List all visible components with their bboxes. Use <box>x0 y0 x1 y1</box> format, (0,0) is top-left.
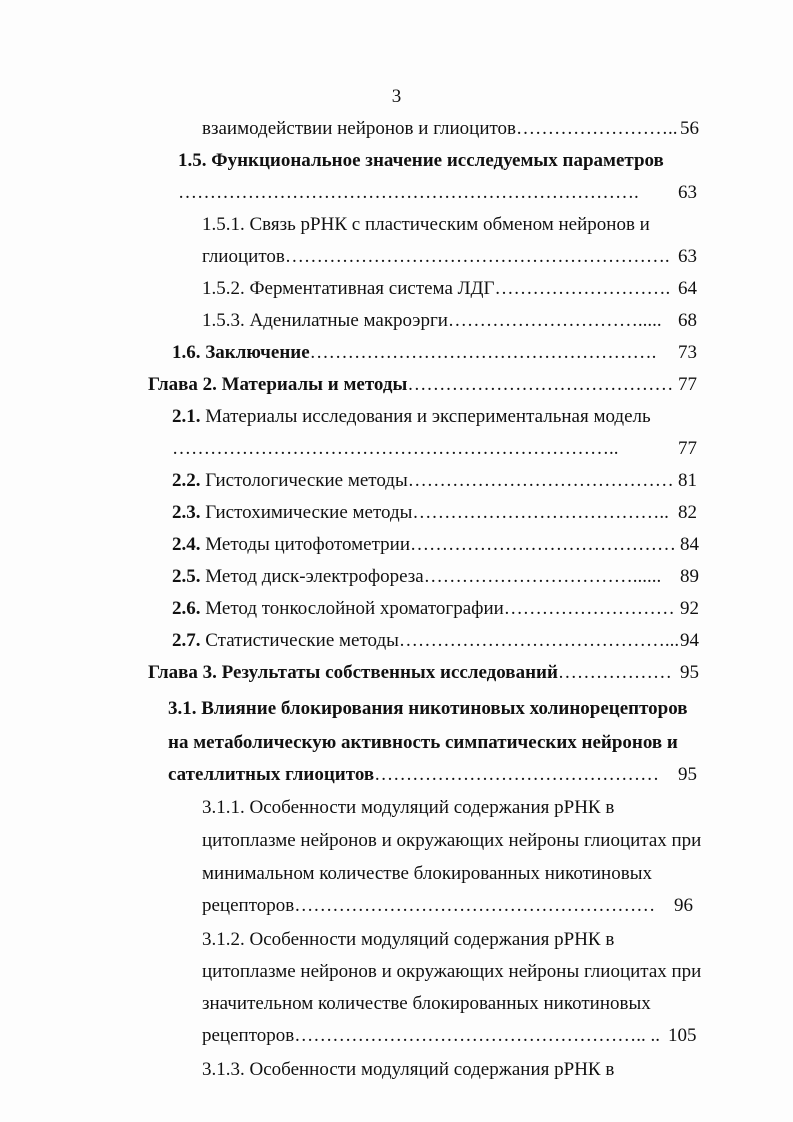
toc-line <box>202 960 701 984</box>
toc-line-text: Метод диск-электрофореза……………………………...... <box>200 566 662 587</box>
toc-line <box>148 661 672 685</box>
toc-line <box>202 1024 660 1048</box>
toc-line-text: 1.5.2. Ферментативная система ЛДГ………………………. <box>202 278 671 299</box>
toc-page-number: 95 <box>678 764 697 785</box>
toc-line-text: цитоплазме нейронов и окружающих нейроны глиоцитах при <box>202 830 702 851</box>
toc-line <box>202 829 701 853</box>
toc-line-text: Статистические методы……………………………………... <box>200 630 680 651</box>
toc-page-number: 96 <box>674 895 693 916</box>
toc-line <box>172 341 656 365</box>
toc-line-bold: 1.6. Заключение <box>172 342 310 363</box>
toc-line <box>148 373 673 397</box>
toc-line-text: ………………………………………………. <box>309 342 657 363</box>
toc-line <box>202 862 652 886</box>
toc-line-text: Гистохимические методы………………………………….. <box>200 502 669 523</box>
toc-page-number: 84 <box>680 534 699 555</box>
toc-line <box>172 437 619 461</box>
toc-line-text: ……………………………………… <box>374 764 660 785</box>
toc-line-bold: 2.4. <box>172 534 201 555</box>
toc-page-number: 89 <box>680 566 699 587</box>
toc-line-text: Гистологические методы…………………………………… <box>200 470 674 491</box>
toc-line-text: взаимодействии нейронов и глиоцитов…………………….. <box>202 118 678 139</box>
toc-line-text: ………………………………………………………………. <box>178 182 639 203</box>
toc-page-number: 92 <box>680 598 699 619</box>
toc-line <box>202 796 614 820</box>
toc-line-bold: 3.1. Влияние блокирования никотиновых холинорецепторов <box>168 698 688 719</box>
toc-line-bold: 2.6. <box>172 598 201 619</box>
toc-line <box>202 245 670 269</box>
toc-page-number: 81 <box>678 470 697 491</box>
toc-page-number: 82 <box>678 502 697 523</box>
toc-page-number: 64 <box>678 278 697 299</box>
toc-page-number: 73 <box>678 342 697 363</box>
toc-line-text: рецепторов………………………………………………… <box>202 895 656 916</box>
toc-page-number: 105 <box>668 1025 697 1046</box>
toc-line-text: 1.5.1. Связь рРНК с пластическим обменом нейронов и <box>202 214 650 235</box>
toc-line <box>178 181 639 205</box>
toc-line <box>172 597 675 621</box>
toc-line-bold: Глава 2. Материалы и методы <box>148 374 408 395</box>
toc-line-text: минимальном количестве блокированных никотиновых <box>202 863 652 884</box>
toc-page-number: 63 <box>678 246 697 267</box>
toc-line-text: Метод тонкослойной хроматографии……………………… <box>200 598 675 619</box>
toc-line <box>202 1058 614 1082</box>
toc-line-text: значительном количестве блокированных никотиновых <box>202 993 651 1014</box>
toc-line <box>202 277 670 301</box>
toc-line <box>172 533 676 557</box>
toc-line <box>202 309 662 333</box>
toc-line-text: …………………………………… <box>407 374 674 395</box>
toc-line-text: 1.5.3. Аденилатные макроэрги…………………………..... <box>202 310 662 331</box>
toc-page-number: 77 <box>678 438 697 459</box>
toc-line-bold: 2.1. <box>172 406 201 427</box>
toc-line-bold: 2.2. <box>172 470 201 491</box>
toc-page-number: 56 <box>680 118 699 139</box>
toc-line-text: цитоплазме нейронов и окружающих нейроны глиоцитах при <box>202 961 702 982</box>
toc-line-bold: 2.3. <box>172 502 201 523</box>
toc-heading <box>168 731 678 755</box>
toc-line-text: 3.1.3. Особенности модуляций содержания рРНК в <box>202 1059 615 1080</box>
toc-line-text: ……………… <box>557 662 672 683</box>
toc-line-bold: 2.7. <box>172 630 201 651</box>
toc-heading <box>168 697 688 721</box>
toc-page-number: 77 <box>678 374 697 395</box>
page-number: 3 <box>391 86 402 107</box>
toc-line <box>202 117 678 141</box>
toc-line <box>172 629 679 653</box>
toc-line-text: рецепторов……………………………………………….. .. <box>202 1025 660 1046</box>
toc-line-text: Методы цитофотометрии…………………………………… <box>200 534 676 555</box>
toc-line-text: 3.1.2. Особенности модуляций содержания рРНК в <box>202 929 615 950</box>
toc-line-bold: 2.5. <box>172 566 201 587</box>
toc-line <box>172 501 669 525</box>
toc-line-text: …………………………………………………………….. <box>172 438 619 459</box>
toc-line-bold: сателлитных глиоцитов <box>168 764 375 785</box>
toc-line <box>172 565 661 589</box>
toc-line <box>202 992 651 1016</box>
toc-line-text: 3.1.1. Особенности модуляций содержания рРНК в <box>202 797 615 818</box>
toc-line <box>172 405 651 429</box>
toc-line <box>172 469 674 493</box>
toc-line-text: 1.5. Функциональное значение исследуемых параметров <box>178 150 664 171</box>
toc-heading <box>178 149 664 173</box>
toc-line-text: глиоцитов……………………………………………………. <box>202 246 670 267</box>
toc-line <box>202 213 650 237</box>
toc-page-number: 68 <box>678 310 697 331</box>
toc-line-text: Материалы исследования и экспериментальная модель <box>200 406 651 427</box>
toc-line <box>202 928 614 952</box>
toc-page-number: 95 <box>680 662 699 683</box>
toc-page-number: 94 <box>680 630 699 651</box>
toc-line-bold: на метаболическую активность симпатических нейронов и <box>168 732 678 753</box>
toc-line <box>202 894 655 918</box>
toc-line <box>168 763 659 787</box>
toc-line-bold: Глава 3. Результаты собственных исследований <box>148 662 558 683</box>
toc-page-number: 63 <box>678 182 697 203</box>
